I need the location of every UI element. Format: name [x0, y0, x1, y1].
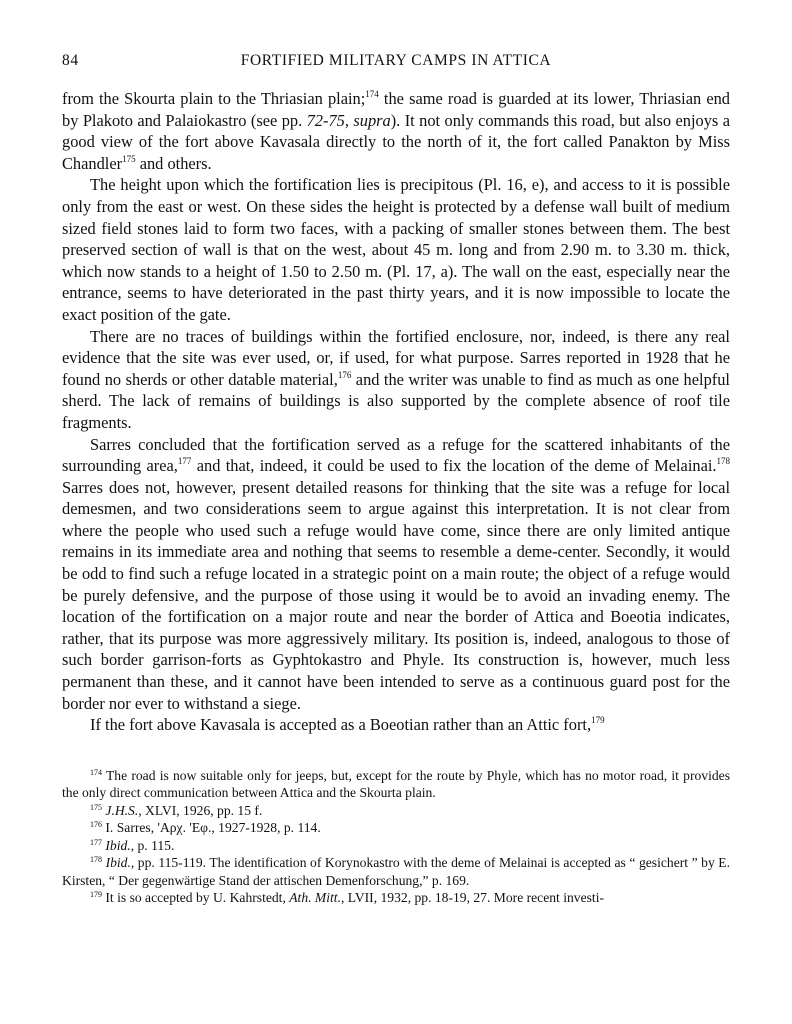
footnote-177 — [62, 837, 730, 855]
footnote-text: , pp. 115-119. The identification of Korynokastro with the deme of Melainai is accepted as “ gesichert ” by E. Kirsten, “ Der gegenwärtige Stand der attischen Demenforschung,” p. 169. — [62, 855, 731, 888]
paragraph-text: Sarres does not, however, present detailed reasons for thinking that the site was a refuge for local demesmen, and two considerations seem to argue against this interpretation. It is not clear from where the people who used such a refuge would have come, since there are only limited antique remains in its immediate area and nothing that seems to resemble a deme-center. Secondly, it would be odd to find such a refuge located in a strategic point on a main route; the object of a refuge would be purely defensive, and the purpose of those using it would be to avoid an invading enemy. The location of the fortification on a major route and near the border of Attica and Boeotia indicates, rather, that its purpose was more aggressively military. Its position is, indeed, analogous to those of such border garrison-forts as Gyphtokastro and Phyle. Its construction is, however, much less permanent than these, and it cannot have been intended to serve as a continuous guard post for the border nor ever to withstand a siege. — [62, 477, 730, 713]
footnote-number: 174 — [90, 767, 102, 777]
page-reference: 72-75, supra — [306, 110, 391, 130]
page-number: 84 — [62, 52, 79, 69]
paragraph-text: the same road is guarded at its lower, Thriasian end by Plakoto and Palaiokastro (see pp. — [62, 89, 730, 130]
footnote-174 — [62, 767, 730, 802]
journal-title: J.H.S. — [105, 802, 139, 818]
footnote-text: , XLVI, 1926, pp. 15 f. — [138, 802, 263, 818]
journal-title: Ath. Mitt. — [289, 890, 341, 906]
footnote-number: 178 — [90, 855, 102, 865]
ibid-reference: Ibid. — [105, 837, 131, 853]
paragraph-text: There are no traces of buildings within the fortified enclosure, nor, indeed, is there any real evidence that the site was ever used, or, if used, for what purpose. Sarres reported in 1928 that he found no sherds or other datable material, — [62, 326, 730, 389]
paragraph-text: ). It not only commands this road, but also enjoys a good view of the fort above Kavasala directly to the north of it, the fort called Panakton by Miss Chandler — [62, 110, 730, 173]
paragraph-text: and the writer was unable to find as much as one helpful sherd. The lack of remains of buildings is also supported by the complete absence of roof tile fragments. — [62, 369, 730, 432]
footnote-ref-176: 176 — [337, 369, 352, 380]
footnote-text: , LVII, 1932, pp. 18-19, 27. More recent investi- — [340, 890, 604, 906]
page — [62, 52, 730, 907]
footnote-number: 176 — [90, 820, 102, 830]
paragraph-text: from the Skourta plain to the Thriasian plain; — [62, 89, 366, 108]
paragraph-5 — [62, 714, 730, 736]
footnote-ref-175: 175 — [122, 153, 136, 164]
paragraph-text: and others. — [135, 153, 212, 173]
footnote-text: I. Sarres, 'Αρχ. 'Εφ., 1927-1928, p. 114. — [105, 820, 321, 836]
paragraph-text: and that, indeed, it could be used to fix the location of the deme of Melainai. — [191, 456, 717, 476]
paragraph-2 — [62, 174, 730, 325]
ibid-reference: Ibid. — [105, 855, 131, 871]
footnote-176 — [62, 819, 730, 837]
paragraph-4 — [62, 434, 730, 715]
paragraph-text: If the fort above Kavasala is accepted as a Boeotian rather than an Attic fort, — [90, 715, 592, 735]
body-text — [62, 88, 730, 736]
footnote-ref-179: 179 — [591, 715, 605, 726]
footnote-ref-174: 174 — [365, 89, 379, 99]
footnote-number: 177 — [90, 837, 102, 847]
footnote-178 — [62, 854, 730, 889]
footnote-text: , p. 115. — [130, 837, 175, 853]
footnote-ref-177: 177 — [177, 456, 192, 467]
footnote-ref-178: 178 — [716, 456, 731, 467]
footnote-number: 175 — [90, 802, 102, 812]
footnote-text: It is so accepted by U. Kahrstedt, — [105, 890, 290, 906]
footnote-number: 179 — [90, 890, 102, 900]
footnote-175 — [62, 802, 730, 820]
page-header — [62, 52, 730, 76]
paragraph-text: The height upon which the fortification lies is precipitous (Pl. 16, e), and access to it is possible only from the east or west. On these sides the height is protected by a defense wall built of medium sized field stones laid to form two faces, with a packing of smaller stones between them. The best preserved section of wall is that on the west, about 45 m. long and from 2.90 m. to 3.30 m. thick, which now stands to a height of 1.50 to 2.50 m. (Pl. 17, a). The wall on the east, especially near the entrance, seems to have deteriorated in the past thirty years, and it is now impossible to locate the exact position of the gate. — [62, 175, 730, 324]
footnote-179 — [62, 889, 730, 907]
paragraph-text: Sarres concluded that the fortification served as a refuge for the scattered inhabitants of the surrounding area, — [62, 434, 730, 476]
paragraph-3 — [62, 326, 730, 434]
paragraph-1 — [62, 88, 730, 174]
footnote-text: The road is now suitable only for jeeps, but, except for the route by Phyle, which has no motor road, it provides the only direct communication between Attica and the Skourta plain. — [62, 767, 730, 801]
running-title: FORTIFIED MILITARY CAMPS IN ATTICA — [240, 52, 552, 69]
footnotes — [62, 767, 730, 907]
